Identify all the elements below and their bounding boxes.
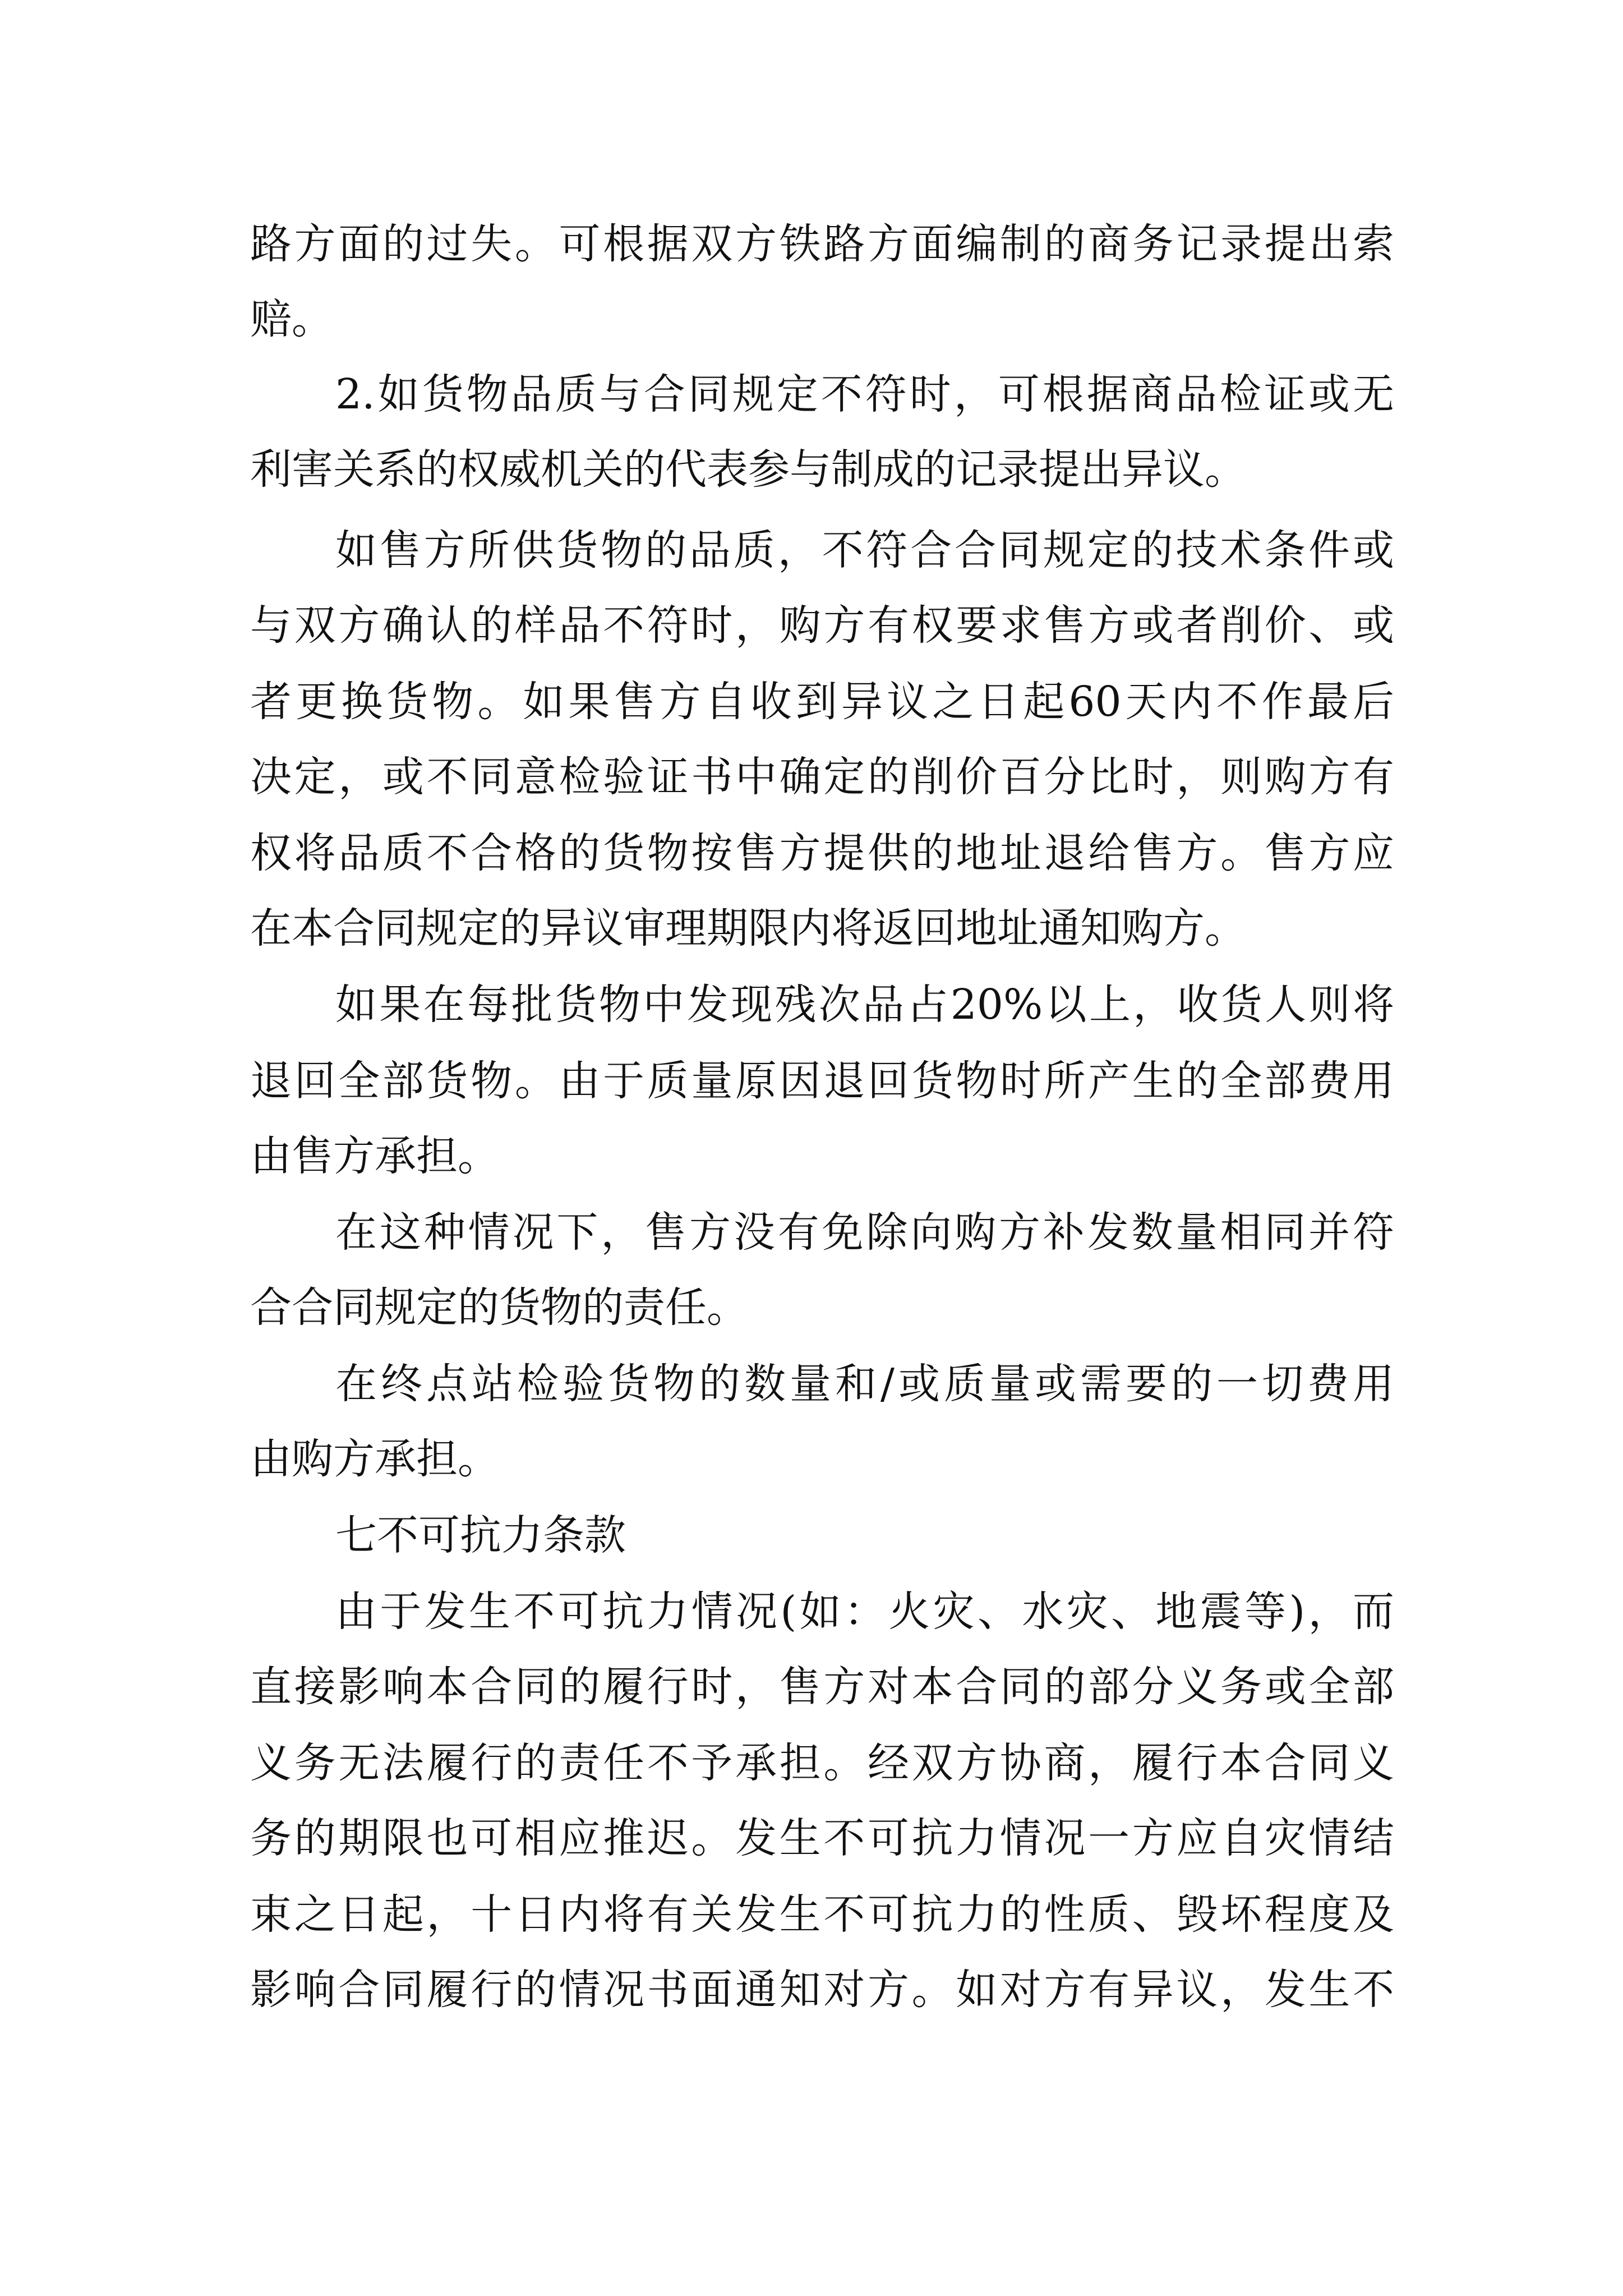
text-line: 路方面的过失。可根据双方铁路方面编制的商务记录提出索 — [250, 220, 1394, 268]
text-line: 在这种情况下，售方没有免除向购方补发数量相同并符 — [335, 1208, 1394, 1257]
text-line: 在终点站检验货物的数量和/或质量或需要的一切费用 — [335, 1360, 1394, 1408]
text-line: 影响合同履行的情况书面通知对方。如对方有异议，发生不 — [250, 1966, 1394, 2014]
text-line: 由售方承担。 — [250, 1132, 499, 1180]
text-line: 在本合同规定的异议审理期限内将返回地址通知购方。 — [250, 904, 1246, 953]
text-line: 赔。 — [250, 295, 333, 343]
text-line: 如果在每批货物中发现残次品占20%以上，收货人则将 — [335, 981, 1394, 1029]
text-line: 与双方确认的样品不符时，购方有权要求售方或者削价、或 — [250, 601, 1394, 650]
text-line: 义务无法履行的责任不予承担。经双方协商，履行本合同义 — [250, 1739, 1394, 1787]
text-line: 直接影响本合同的履行时，售方对本合同的部分义务或全部 — [250, 1663, 1394, 1711]
section-heading: 七不可抗力条款 — [335, 1511, 626, 1559]
text-line: 2.如货物品质与合同规定不符时，可根据商品检证或无 — [335, 370, 1394, 418]
text-line: 者更换货物。如果售方自收到异议之日起60天内不作最后 — [250, 678, 1394, 726]
text-line: 决定，或不同意检验证书中确定的削价百分比时，则购方有 — [250, 753, 1394, 801]
text-line: 由于发生不可抗力情况(如：火灾、水灾、地震等)，而 — [335, 1588, 1394, 1636]
text-line: 退回全部货物。由于质量原因退回货物时所产生的全部费用 — [250, 1057, 1394, 1105]
text-line: 如售方所供货物的品质，不符合合同规定的技术条件或 — [335, 526, 1394, 574]
text-line: 务的期限也可相应推迟。发生不可抗力情况一方应自灾情结 — [250, 1814, 1394, 1862]
text-line: 权将品质不合格的货物按售方提供的地址退给售方。售方应 — [250, 829, 1394, 877]
text-line: 合合同规定的货物的责任。 — [250, 1283, 748, 1332]
text-line: 束之日起，十日内将有关发生不可抗力的性质、毁坏程度及 — [250, 1890, 1394, 1939]
text-line: 由购方承担。 — [250, 1435, 499, 1483]
text-line: 利害关系的权威机关的代表参与制成的记录提出异议。 — [250, 445, 1246, 494]
